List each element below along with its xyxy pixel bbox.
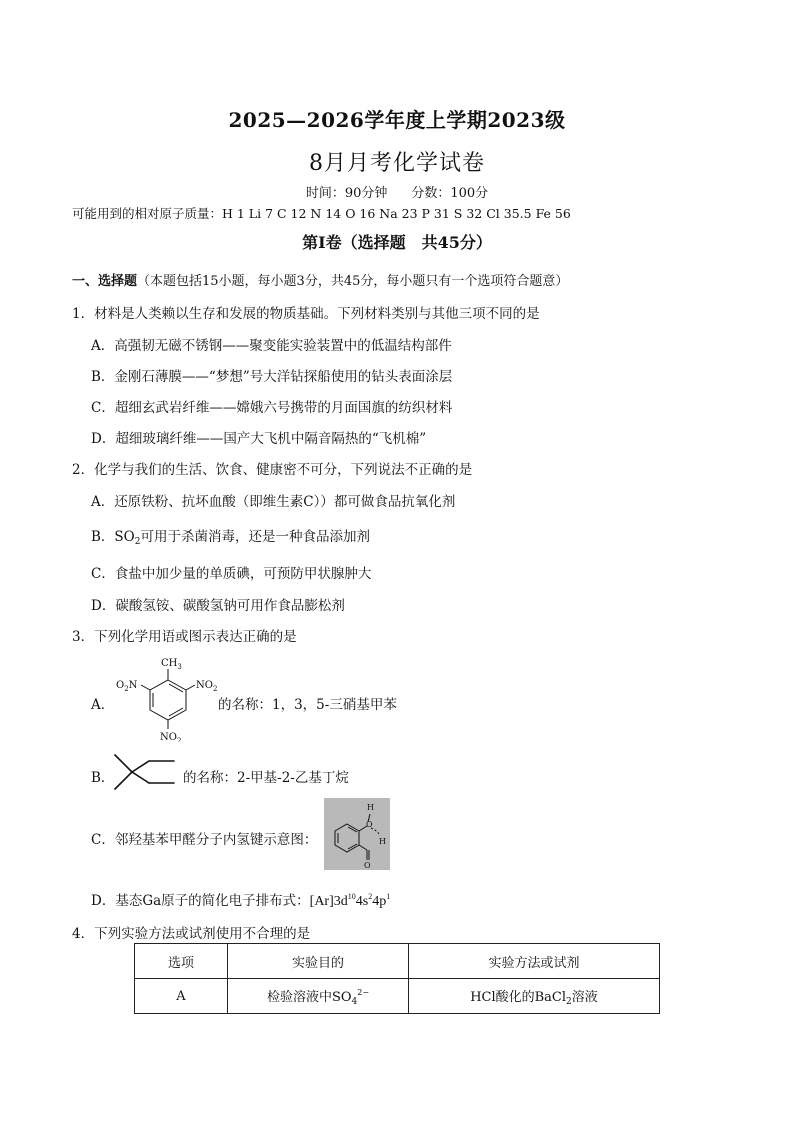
trinitrotoluene-structure [113, 652, 223, 742]
row-a-method [409, 979, 660, 1014]
question-1-option-a: A．高强韧无磁不锈钢——聚变能实验装置中的低温结构部件 [91, 338, 452, 354]
table-header-row [135, 944, 660, 979]
experiment-table [134, 943, 660, 1014]
exam-time: 时间：90分钟 [305, 186, 388, 201]
question-1-stem: 1．材料是人类赖以生存和发展的物质基础。下列材料类别与其他三项不同的是 [72, 306, 540, 322]
question-2-option-c: C．食盐中加少量的单质碘，可预防甲状腺肿大 [91, 566, 372, 582]
config-4p: 4p [372, 894, 387, 909]
question-4-stem: 4．下列实验方法或试剂使用不合理的是 [72, 926, 311, 942]
h-atom-top: H [367, 803, 374, 812]
question-2-option-d: D．碳酸氢铵、碳酸氢钠可用作食品膨松剂 [91, 598, 345, 614]
question-2-option-a: A．还原铁粉、抗坏血酸（即维生素C））都可做食品抗氧化剂 [91, 494, 456, 510]
section-desc: （本题包括15小题，每小题3分，共45分，每小题只有一个选项符合题意） [137, 274, 569, 289]
row-a-purpose [228, 979, 409, 1014]
config-sup-1: 1 [386, 892, 391, 901]
no2-right-label: $NO_2$ [196, 680, 218, 693]
option-b-subscript: 2 [134, 537, 141, 547]
purpose-superscript: 2− [357, 987, 370, 997]
question-2-stem: 2．化学与我们的生活、饮食、健康密不可分，下列说法不正确的是 [72, 462, 473, 478]
row-a-option: A [135, 979, 228, 1014]
table-row [135, 979, 660, 1014]
question-1-option-d: D．超细玻璃纤维——国产大飞机中隔音隔热的“飞机棉” [91, 431, 427, 447]
header-method: 实验方法或试剂 [409, 944, 660, 979]
ch3-label: $CH_3$ [161, 658, 182, 671]
question-3-option-d [91, 889, 390, 910]
method-rest: 溶液 [571, 989, 598, 1005]
question-3-option-b-text: 的名称：2-甲基-2-乙基丁烷 [183, 770, 349, 786]
o-atom-aldehyde: O [364, 861, 371, 870]
method-text: HCl酸化的BaCl [470, 989, 567, 1005]
question-3-stem: 3．下列化学用语或图示表达正确的是 [72, 629, 297, 645]
config-ar-3d: [Ar]3d [309, 894, 348, 909]
no2-bottom-label: $NO_2$ [160, 732, 182, 742]
hydrogen-bond-diagram [324, 798, 390, 870]
electron-config [310, 894, 391, 909]
header-option: 选项 [135, 944, 228, 979]
volume-title: 第Ⅰ卷（选择题 共45分） [302, 233, 492, 252]
no2-left-label: $O_2N$ [116, 680, 138, 693]
exam-time-score [0, 182, 794, 201]
question-1-option-c: C．超细玄武岩纤维——嫦娥六号携带的月面国旗的纺织材料 [91, 400, 453, 416]
atomic-masses: 可能用到的相对原子质量：H 1 Li 7 C 12 N 14 O 16 Na 23 P 31 S 32 Cl 35.5 Fe 56 [72, 206, 571, 221]
header-purpose: 实验目的 [228, 944, 409, 979]
config-sup-2: 2 [368, 892, 373, 901]
option-d-text: D．基态Ga原子的简化电子排布式： [91, 893, 310, 909]
section-label: 一、选择题 [72, 274, 138, 289]
h-atom-aldehyde: H [379, 837, 386, 846]
config-4s: 4s [355, 894, 369, 909]
config-sup-10: 10 [347, 892, 356, 901]
question-3-option-a-text: 的名称：1，3，5-三硝基甲苯 [218, 697, 397, 713]
question-1-option-b: B．金刚石薄膜——“梦想”号大洋钻探船使用的钻头表面涂层 [91, 369, 453, 385]
method-subscript: 2 [566, 996, 572, 1007]
question-2-option-b [91, 525, 370, 547]
section-heading [72, 270, 568, 289]
option-b-text: 可用于杀菌消毒，还是一种食品添加剂 [140, 529, 370, 545]
purpose-subscript: 4 [351, 996, 358, 1007]
exam-title: 2025—2026学年度上学期2023级 [228, 108, 566, 132]
question-3-option-b-label: B． [91, 770, 115, 786]
option-b-so: B．SO [91, 529, 135, 545]
purpose-text: 检验溶液中SO [266, 989, 352, 1005]
exam-subtitle: 8月月考化学试卷 [309, 151, 485, 176]
o-atom-hydroxyl: O [366, 820, 373, 829]
question-3-option-c-text: C．邻羟基苯甲醛分子内氢键示意图： [91, 832, 318, 848]
skeletal-alkane-structure [112, 752, 180, 792]
exam-score: 分数：100分 [411, 186, 489, 201]
question-3-option-a-label: A． [91, 697, 115, 713]
